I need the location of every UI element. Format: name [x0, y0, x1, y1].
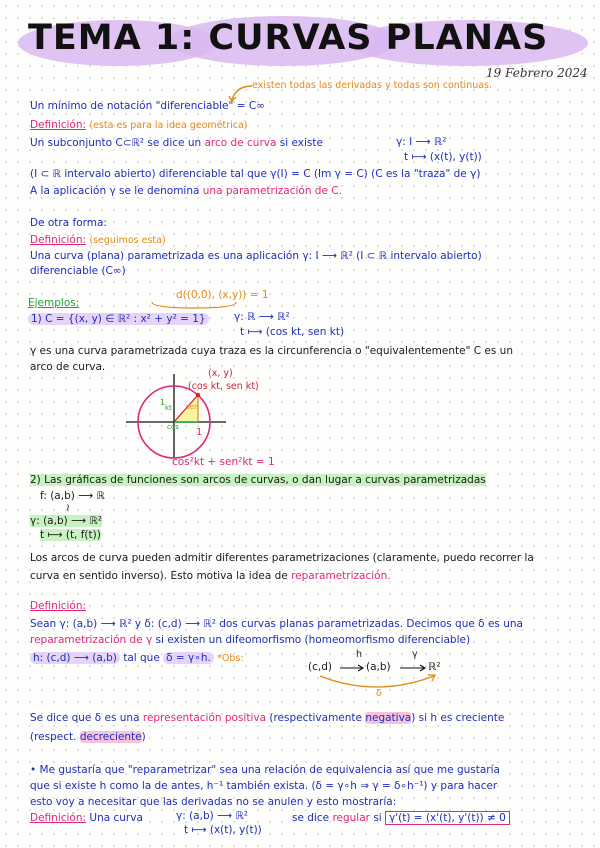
annotation-derivatives: existen todas las derivadas y todas son continuas. [252, 80, 493, 91]
definition-label: Definición: [30, 119, 87, 131]
diagram-h-label: h [356, 649, 363, 660]
diagram-gamma-label: γ [412, 649, 418, 660]
definition-3-line1: Sean γ: (a,b) ⟶ ℝ² y δ: (c,d) ⟶ ℝ² dos curvas planas parametrizadas. Decimos que δ es una [30, 618, 523, 630]
text: se dice [292, 812, 330, 824]
term-reparametrizacion: reparametrización. [291, 570, 391, 582]
page-title: TEMA 1: CURVAS PLANAS [28, 18, 549, 58]
text: si [373, 812, 382, 824]
composition: δ = γ∘h. [163, 652, 214, 664]
date: 19 Febrero 2024 [486, 66, 588, 80]
text: A la aplicación γ se le denomina [30, 185, 200, 197]
notation-line: Un mínimo de notación "diferenciable" = C∞ [30, 100, 265, 112]
distance-annotation: d((0,0), (x,y)) = 1 [176, 289, 269, 301]
definition-2-line2: diferenciable (C∞) [30, 265, 126, 277]
definition-2 [30, 234, 166, 246]
text: si existe [279, 137, 323, 149]
definition-1-line2: (I ⊂ ℝ intervalo abierto) diferenciable tal que γ(I) = C (Im γ = C) (C es la "traza" de γ) [30, 168, 481, 180]
definition-3-line2 [30, 634, 470, 646]
regular-condition [292, 812, 510, 824]
trig-identity: cos²kt + sen²kt = 1 [172, 456, 275, 468]
definition-label: Definición: [30, 234, 87, 246]
final-line3: esto voy a necesitar que las derivadas no se anulen y esto mostraría: [30, 796, 397, 808]
regular-map1: γ: (a,b) ⟶ ℝ² [176, 810, 248, 822]
example-1-text1: γ es una curva parametrizada cuya traza es la circunferencia o "equivalentemente" C es un [30, 345, 513, 357]
text: 2) Las gráficas de funciones son arcos de curvas, o dan lugar a curvas parametrizadas [30, 474, 486, 486]
regular-condition-box: γ'(t) = (x'(t), y'(t)) ≠ 0 [385, 811, 510, 825]
text: Una curva [89, 812, 143, 824]
circle-xy-label: (x, y) [208, 368, 233, 379]
example-1-map2: t ⟼ (cos kt, sen kt) [240, 326, 345, 338]
other-form: De otra forma: [30, 217, 107, 229]
definition-note: (seguimos esta) [89, 235, 166, 246]
definition-1-line1 [30, 137, 323, 149]
circle-one-label: 1 [196, 427, 203, 438]
definition-note: (esta es para la idea geométrica) [89, 120, 248, 131]
diagram-delta-label: δ [376, 688, 382, 699]
term-reparametrizacion: reparametrización de γ [30, 634, 153, 646]
definition-regular [30, 812, 143, 824]
example-1-map1: γ: ℝ ⟶ ℝ² [234, 311, 290, 323]
gamma-map-line1: γ: I ⟶ ℝ² [396, 136, 447, 148]
diagram-cd: (c,d) [308, 661, 332, 673]
text: Un subconjunto C⊂ℝ² se dice un [30, 137, 202, 149]
example-2-equivalence: ≀ [66, 502, 70, 514]
examples-label: Ejemplos: [28, 297, 80, 309]
example-2-function: f: (a,b) ⟶ ℝ [40, 490, 105, 502]
orientation-line1 [30, 712, 504, 724]
text: curva en sentido inverso). Esto motiva la idea de [30, 570, 288, 582]
text: tal que [123, 652, 160, 664]
definition-label: Definición: [30, 812, 87, 824]
orientation-line2 [30, 731, 146, 743]
gamma-map-line2: t ⟼ (x(t), y(t)) [404, 151, 482, 163]
text: ) [141, 731, 146, 743]
radius-one-label: 1 [160, 398, 166, 407]
sen-label: sen [186, 403, 199, 411]
set-underbrace [150, 300, 240, 314]
reparam-text2 [30, 570, 391, 582]
example-2-text [30, 474, 486, 486]
definition-1-line3 [30, 185, 342, 197]
text: si existen un difeomorfismo (homeomorfismo diferenciable) [155, 634, 471, 646]
final-line1: • Me gustaría que "reparametrizar" sea una relación de equivalencia así que me gustaría [30, 764, 500, 776]
diagram-r2: ℝ² [428, 661, 441, 673]
angle-label: kt [165, 404, 172, 412]
term-negativa: negativa [365, 712, 412, 724]
definition-label: Definición: [30, 600, 87, 612]
commutative-diagram-arrows [300, 656, 460, 692]
term-arco-de-curva: arco de curva [204, 137, 277, 149]
text: (respect. [30, 731, 77, 743]
text: ) si h es creciente [411, 712, 505, 724]
example-1-text2: arco de curva. [30, 361, 106, 373]
example-2-gamma1: γ: (a,b) ⟶ ℝ² [30, 515, 102, 527]
term-decreciente: decreciente [79, 731, 142, 743]
title-area [18, 14, 588, 70]
definition-3-line3 [30, 652, 244, 664]
text: Se dice que δ es una [30, 712, 140, 724]
term-positiva: representación positiva [142, 712, 267, 724]
text: (respectivamente [269, 712, 362, 724]
term-parametrizacion: una parametrización de C. [202, 185, 342, 197]
reparam-text1: Los arcos de curva pueden admitir diferentes parametrizaciones (claramente, puedo recorrer la [30, 552, 534, 564]
term-regular: regular [332, 812, 370, 824]
circle-point-label: (cos kt, sen kt) [188, 381, 259, 392]
diagram-ab: (a,b) [366, 661, 391, 673]
regular-map2: t ⟼ (x(t), y(t)) [184, 824, 262, 836]
example-2-gamma2: t ⟼ (t, f(t)) [40, 529, 101, 541]
definition-1 [30, 119, 248, 131]
definition-2-line1: Una curva (plana) parametrizada es una aplicación γ: I ⟶ ℝ² (I ⊂ ℝ intervalo abierto) [30, 250, 482, 262]
obs-label: *Obs: [217, 653, 244, 664]
final-line2: que si existe h como la de antes, h⁻¹ también exista. (δ = γ∘h ⇒ γ = δ∘h⁻¹) y para hacer [30, 780, 498, 792]
h-map: h: (c,d) ⟶ (a,b) [30, 652, 120, 664]
cos-label: cos [167, 423, 179, 431]
point-marker [196, 393, 200, 397]
example-1-set: 1) C = {(x, y) ∈ ℝ² : x² + y² = 1} [28, 313, 209, 325]
